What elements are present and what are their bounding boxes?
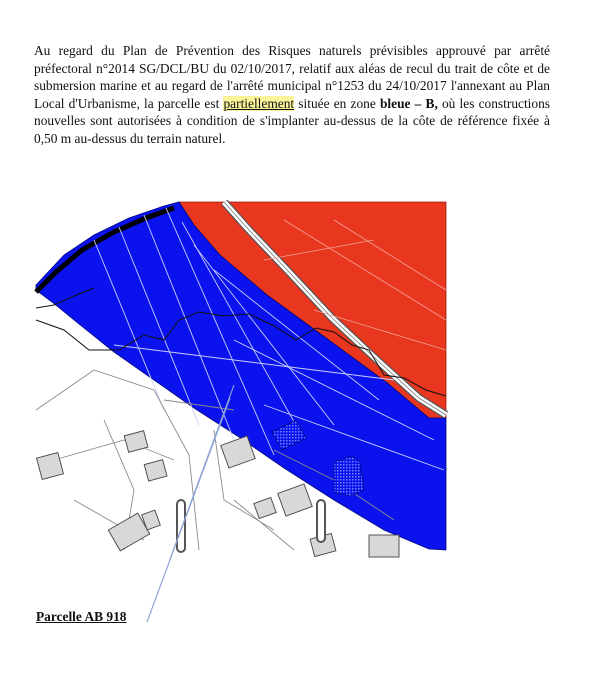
paragraph-text-2: située en zone [294,95,380,111]
parcel-caption: Parcelle AB 918 [36,609,127,624]
zoning-map [34,200,454,560]
regulation-paragraph [34,42,550,148]
paragraph-text-1: Au regard du Plan de Prévention des Risques naturels prévisibles approuvé par arrêté préfectoral n°2014 SG/DCL/BU du 02/10/2017, relatif aux aléas de recul du trait de côte et de submersion marine et au regard de l'arrêté municipal n°1253 du 24/10/2017 l'annexant au Plan Local d'Urbanisme, la parcelle est [34,43,550,111]
paragraph-text-3: où les constructions nouvelles sont autorisées à condition de s'implanter au-dessus de la côte de référence fixée à 0,50 m au-dessus du terrain naturel. [34,95,551,146]
zone-name: bleue – B, [379,95,438,111]
hatched-building-2 [334,456,364,496]
highlighted-word: partiellement [223,95,295,111]
